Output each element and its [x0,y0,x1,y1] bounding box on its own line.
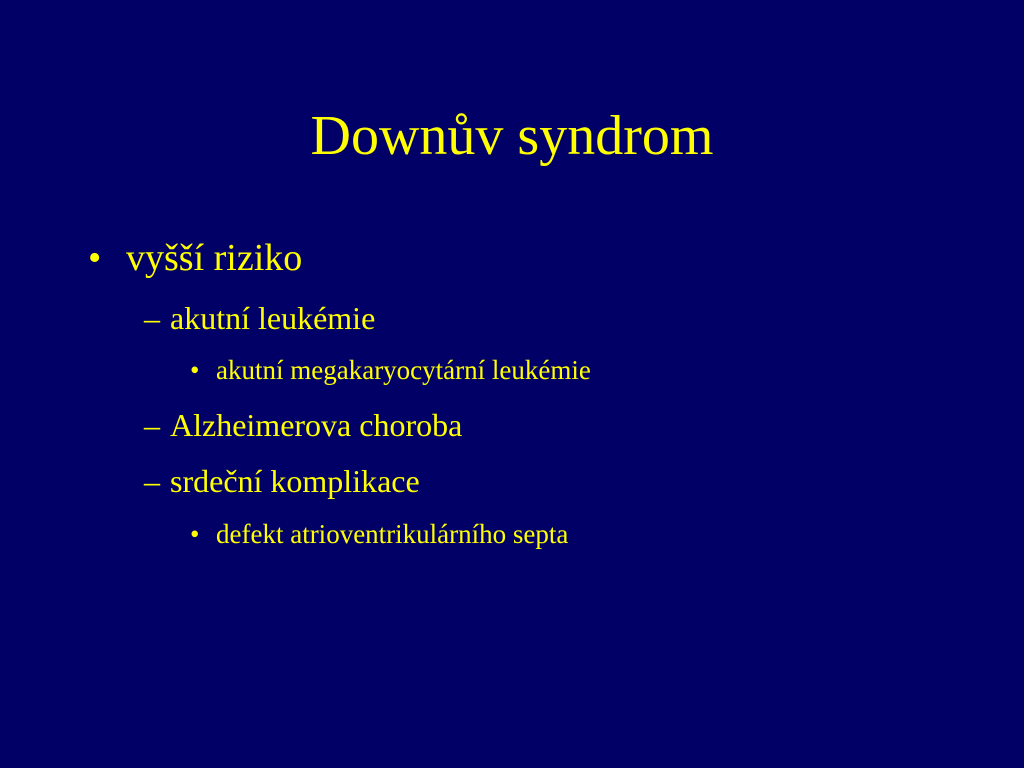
dash-marker: – [144,407,160,443]
bullet-marker: • [190,355,200,385]
dash-marker: – [144,463,160,499]
bullet-marker: • [190,519,200,549]
bullet-text: Alzheimerova choroba [170,407,463,443]
bullet-marker: • [88,237,102,279]
bullet-text: vyšší riziko [126,237,303,279]
dash-marker: – [144,300,160,336]
bullet-text: srdeční komplikace [170,463,420,499]
bullet-text: akutní megakaryocytární leukémie [216,355,591,385]
bullet-text: defekt atrioventrikulárního septa [216,519,569,549]
bullet-text: akutní leukémie [170,300,376,336]
slide-title: Downův syndrom [310,105,714,167]
